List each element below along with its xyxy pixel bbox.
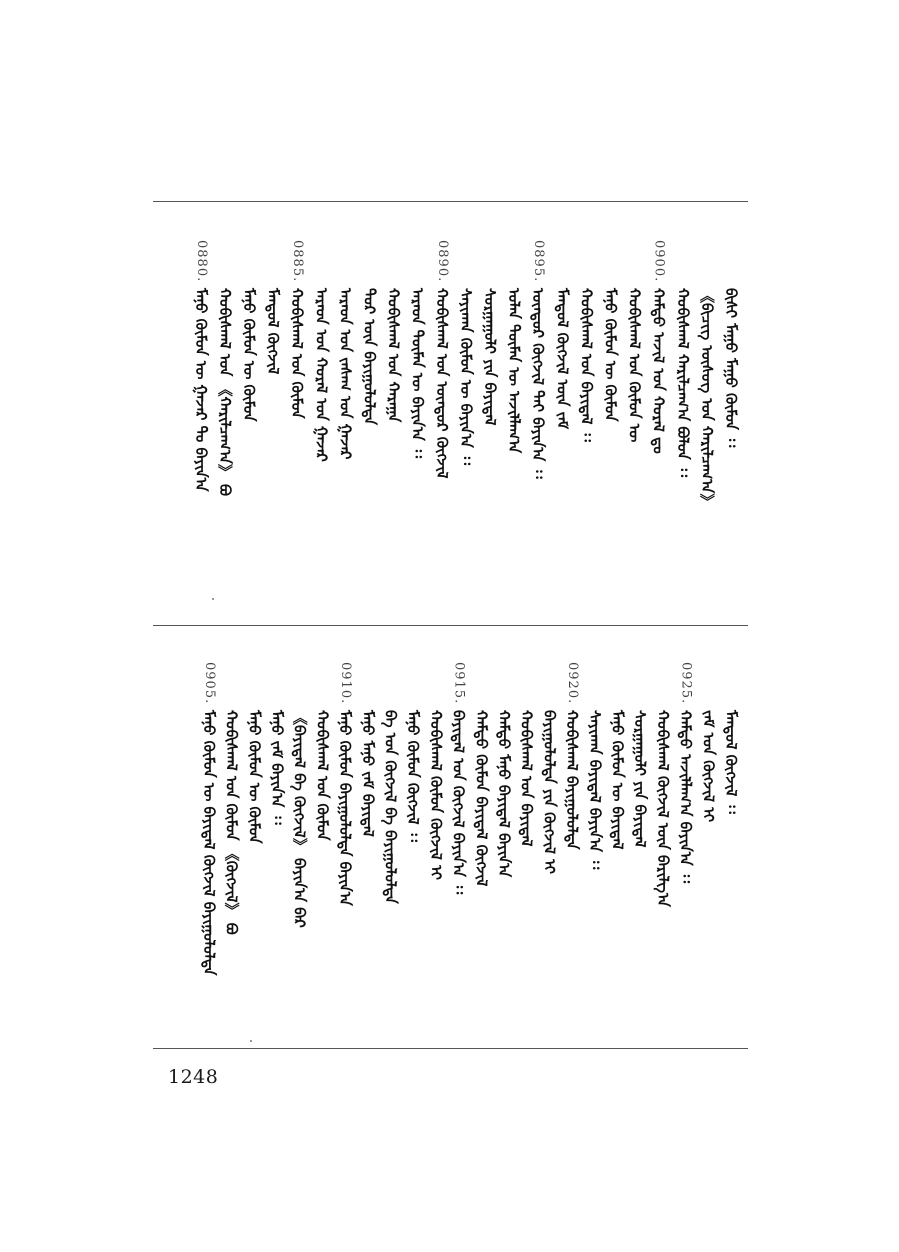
mongolian-line: ᠬᠤᠪᠢᠰᠬᠠᠯ ᠬᠥᠭᠵᠢᠯ ᠦᠨ ᠪᠠᠷᠢᠯᠭ᠎ᠠ [653, 710, 672, 907]
line-number: 0890. [434, 240, 450, 283]
text-column [265, 240, 283, 585]
mongolian-line: ᠮᠠᠨᠤ ᠬᠦᠮᠦᠨ ᠦ ᠪᠠᠶᠢᠳᠠᠯ [608, 710, 627, 850]
text-column [675, 240, 693, 585]
mongolian-line: ᠪᠢᠰᠢ ᠮᠠᠭᠤ ᠮᠠᠭᠤ ᠬᠦᠮᠦᠨ ᠄᠄ [722, 288, 740, 448]
text-column [458, 240, 476, 585]
text-column [313, 240, 331, 585]
bottom-rule [153, 1048, 748, 1049]
text-column [632, 662, 650, 1007]
page-number: 1248 [168, 1066, 219, 1088]
text-column [723, 240, 741, 585]
mongolian-line: ᠬᠠᠮᠲᠤ ᠠᠵᠢᠯ ᠤᠨ ᠬᠤᠷᠠᠯ ᠳᠤ [649, 288, 668, 454]
mongolian-line: ᠬᠤᠪᠢᠰᠬᠠᠯ ᠬᠦᠮᠦᠨ ᠬᠥᠭᠵᠢᠯ ᠢ [426, 710, 445, 881]
text-column [383, 662, 401, 1007]
text-column [337, 662, 355, 1007]
text-column [386, 240, 404, 585]
text-column [506, 240, 524, 585]
text-column [723, 662, 741, 1007]
text-column [627, 240, 645, 585]
text-column [193, 240, 211, 585]
mongolian-line: ᠮᠠᠨᠤ ᠵᠠᠮ ᠪᠠᠶᠢᠨ᠎ᠠ ᠄᠄ [268, 710, 286, 825]
line-number: 0885. [290, 240, 306, 283]
mongolian-line: ᠬᠤᠪᠢᠰᠬᠠᠯ ᠤᠨ ᠬᠦᠮᠦᠨ [313, 710, 332, 841]
text-column [241, 240, 259, 585]
mongolian-line: ᠮᠠᠨᠤ ᠬᠦᠮᠦᠨ ᠦ ᠬᠦᠮᠦᠨ [601, 288, 620, 422]
text-column [587, 662, 605, 1007]
mongolian-line: ᠬᠤᠪᠢᠰᠬᠠᠯ ᠪᠠᠶᠢᠭᠤᠯᠤᠯᠲᠠ [563, 710, 582, 850]
mongolian-line: ᠮᠠᠨᠤ ᠮᠠᠨᠤ ᠵᠠᠮ ᠪᠠᠶᠢᠳᠠᠯ [358, 710, 377, 837]
mongolian-line: ᠰᠠᠶᠢᠬᠠᠨ ᠪᠠᠶᠢᠳᠠᠯ ᠪᠠᠶᠢᠨ᠎ᠠ ᠄᠄ [585, 710, 604, 870]
mongolian-line: ᠣᠯᠠᠨ ᠲᠦᠮᠡᠨ ᠦ ᠠᠵᠢᠯᠯᠠᠭ᠎ᠠ [505, 288, 524, 454]
mongolian-line: ᠬᠤᠪᠢᠰᠬᠠᠯ ᠤᠨ ᠬᠦᠮᠦᠨ 《ᠬᠥᠭᠵᠢᠯ》 ᠪᠤ [222, 710, 241, 935]
middle-rule [153, 625, 748, 626]
line-number: 0910. [338, 662, 354, 705]
mongolian-line: ᠮᠠᠨᠤ ᠬᠦᠮᠦᠨ ᠦ ᠬᠦᠮᠦᠨ [245, 710, 264, 844]
mongolian-line: ᠬᠠᠮᠲᠤ ᠬᠦᠮᠦᠨ ᠪᠠᠶᠢᠳᠠᠯ ᠬᠥᠭᠵᠢᠯ [472, 710, 491, 887]
text-column [482, 240, 500, 585]
mongolian-line: ᠮᠠᠨᠤ ᠬᠦᠮᠦᠨ ᠬᠥᠭᠵᠢᠯ ᠄᠄ [404, 710, 423, 842]
text-column [651, 240, 669, 585]
line-number: 0920. [565, 662, 581, 705]
text-column [289, 240, 307, 585]
mongolian-line: ᠬᠤᠪᠢᠰᠬᠠᠯ ᠤᠨ ᠥᠨᠳᠦᠷ ᠬᠥᠭᠵᠢᠯ [432, 288, 451, 479]
text-column [699, 240, 717, 585]
mongolian-line: ᠮᠠᠨᠤ ᠬᠦᠮᠦᠨ ᠦ ᠪᠠᠶᠢᠳᠠᠯ ᠬᠥᠭᠵᠢᠯ ᠪᠠᠶᠢᠭᠤᠯᠤᠯᠲᠠ [199, 710, 218, 976]
mongolian-line: 《ᠪᠢᠴᠢᠭ ᠦᠰᠦᠭ ᠤᠨ ᠬᠠᠷᠢᠯᠴᠠᠭ᠎ᠠ》 [697, 288, 716, 509]
mongolian-line: ᠮᠠᠨᠳᠤᠯ ᠬᠥᠭᠵᠢᠯ [264, 288, 283, 375]
line-number: 0905. [201, 662, 217, 705]
top-rule [153, 201, 748, 202]
mongolian-line: ᠥᠨᠳᠦᠷ ᠬᠥᠭᠵᠢᠯ ᠲᠡᠢ ᠪᠠᠶᠢᠨ᠎ᠠ ᠄᠄ [529, 288, 548, 479]
text-column [362, 240, 380, 585]
scan-speck [212, 598, 214, 600]
mongolian-line: ᠠᠷᠠᠳ ᠤᠨ ᠬᠤᠷᠠᠯ ᠤᠨ ᠭᠠᠵᠠᠷ [312, 288, 331, 462]
text-column [405, 662, 423, 1007]
mongolian-line: ᠬᠤᠪᠢᠰᠬᠠᠯ ᠬᠠᠷᠢᠯᠴᠠᠭ᠎ᠠ ᠪᠤᠯᠤᠨ ᠄᠄ [673, 288, 692, 478]
text-column [496, 662, 514, 1007]
mongolian-line: ᠵᠠᠮ ᠤᠨ ᠬᠥᠭᠵᠢᠯ ᠢ [699, 710, 718, 823]
text-column [428, 662, 446, 1007]
text-column [519, 662, 537, 1007]
scan-speck [250, 1040, 252, 1042]
mongolian-line: ᠠᠷᠠᠳ ᠲᠦᠮᠡᠨ ᠦ ᠪᠠᠶᠢᠨ᠎ᠠ ᠄᠄ [408, 288, 427, 459]
text-column [554, 240, 572, 585]
text-column [314, 662, 332, 1007]
line-number: 0880. [193, 240, 209, 283]
line-number: 0900. [651, 240, 667, 283]
mongolian-line: ᠬᠤᠪᠢᠰᠬᠠᠯ ᠤᠨ 《ᠬᠠᠷᠢᠯᠴᠠᠭ᠎ᠠ》 ᠪᠤ [215, 288, 234, 496]
line-number: 0925. [678, 662, 694, 705]
text-column [360, 662, 378, 1007]
text-column [269, 662, 287, 1007]
text-column [337, 240, 355, 585]
text-column [578, 240, 596, 585]
mongolian-line: ᠲᠤᠷ ᠦᠨ ᠪᠠᠶᠢᠭᠤᠯᠤᠯᠲᠠ [360, 288, 379, 426]
text-column [700, 662, 718, 1007]
text-column [217, 240, 235, 585]
mongolian-line: ᠠᠷᠠᠳ ᠤᠨ ᠵᠠᠰᠠᠭ ᠤᠨ ᠭᠠᠵᠠᠷ [336, 288, 355, 460]
mongolian-line: ᠪᠠ ᠤᠨ ᠬᠥᠭᠵᠢᠯ ᠪᠠ ᠪᠠᠶᠢᠭᠤᠯᠤᠯᠲᠠ [381, 710, 400, 904]
line-number: 0895. [531, 240, 547, 283]
text-column [530, 240, 548, 585]
mongolian-line: ᠬᠤᠪᠢᠰᠬᠠᠯ ᠤᠨ ᠬᠦᠮᠦᠨ ᠦ [625, 288, 644, 443]
text-column [224, 662, 242, 1007]
mongolian-line: ᠮᠠᠨᠳᠤᠯ ᠬᠥᠭᠵᠢᠯ ᠦᠨ ᠵᠠᠮ [553, 288, 572, 430]
mongolian-line: ᠪᠠᠶᠢᠳᠠᠯ ᠤᠨ ᠬᠥᠭᠵᠢᠯ ᠪᠠᠶᠢᠨ᠎ᠠ ᠄᠄ [449, 710, 468, 895]
text-column [434, 240, 452, 585]
text-column [473, 662, 491, 1007]
mongolian-line: ᠮᠠᠨᠤ ᠬᠦᠮᠦᠨ ᠪᠠᠶᠢᠭᠤᠯᠤᠯᠲᠠ ᠪᠠᠶᠢᠨ᠎ᠠ [336, 710, 355, 906]
mongolian-line: ᠰᠤᠷᠭᠠᠭᠤᠯᠢ ᠶᠢᠨ ᠪᠠᠶᠢᠳᠠᠯ [631, 710, 650, 848]
mongolian-line: ᠬᠤᠪᠢᠰᠬᠠᠯ ᠤᠨ ᠪᠠᠶᠢᠳᠠᠯ [517, 710, 536, 847]
mongolian-line: ᠰᠠᠶᠢᠬᠠᠨ ᠬᠦᠮᠦᠨ ᠦ ᠪᠠᠶᠢᠨ᠎ᠠ ᠄᠄ [456, 288, 475, 466]
mongolian-line: ᠮᠠᠨᠳᠤᠯ ᠬᠥᠭᠵᠢᠯ ᠄᠄ [722, 710, 740, 814]
text-column [541, 662, 559, 1007]
text-column [655, 662, 673, 1007]
text-column [201, 662, 219, 1007]
mongolian-line: ᠬᠠᠮᠲᠤ ᠮᠠᠨᠤ ᠪᠠᠶᠢᠳᠠᠯ ᠪᠠᠶᠢᠨ᠎ᠠ [495, 710, 513, 878]
mongolian-line: 《ᠪᠠᠶᠢᠳᠠᠯ ᠪᠠ ᠬᠥᠭᠵᠢᠯ》 ᠪᠠᠶᠢᠨ᠎ᠠ ᠪᠠᠷ [290, 710, 309, 928]
text-column [678, 662, 696, 1007]
mongolian-line: ᠮᠠᠨᠤ ᠬᠦᠮᠦᠨ ᠦ ᠬᠦᠮᠦᠨ [240, 288, 258, 422]
mongolian-line: ᠪᠠᠶᠢᠭᠤᠯᠤᠯᠲᠠ ᠶᠢᠨ ᠬᠥᠭᠵᠢᠯ ᠢ [540, 710, 559, 875]
mongolian-line: ᠬᠤᠪᠢᠰᠬᠠᠯ ᠤᠨ ᠬᠦᠮᠦᠨ [288, 288, 307, 419]
text-column [451, 662, 469, 1007]
line-number: 0915. [451, 662, 467, 705]
mongolian-line: ᠰᠤᠷᠭᠠᠭᠤᠯᠢ ᠶᠢᠨ ᠪᠠᠶᠢᠳᠠᠯ [481, 288, 499, 426]
mongolian-line: ᠮᠠᠨᠤ ᠬᠦᠮᠦᠨ ᠦ ᠭᠠᠵᠠᠷ ᠲᠤ ᠪᠠᠶᠢᠨ᠎ᠠ [191, 288, 210, 492]
text-column [603, 240, 621, 585]
mongolian-line: ᠬᠠᠮᠲᠤ ᠠᠵᠢᠯᠯᠠᠭ᠎ᠠ ᠪᠠᠶᠢᠨ᠎ᠠ ᠄᠄ [676, 710, 695, 884]
text-column [610, 662, 628, 1007]
text-column [246, 662, 264, 1007]
text-column [564, 662, 582, 1007]
text-column [410, 240, 428, 585]
mongolian-line: ᠬᠤᠪᠢᠰᠬᠠᠯ ᠤᠨ ᠬᠠᠷᠠᠭᠠ [384, 288, 403, 423]
mongolian-line: ᠬᠤᠪᠢᠰᠬᠠᠯ ᠤᠨ ᠪᠠᠶᠢᠳᠠᠯ ᠄᠄ [577, 288, 596, 442]
text-column [292, 662, 310, 1007]
